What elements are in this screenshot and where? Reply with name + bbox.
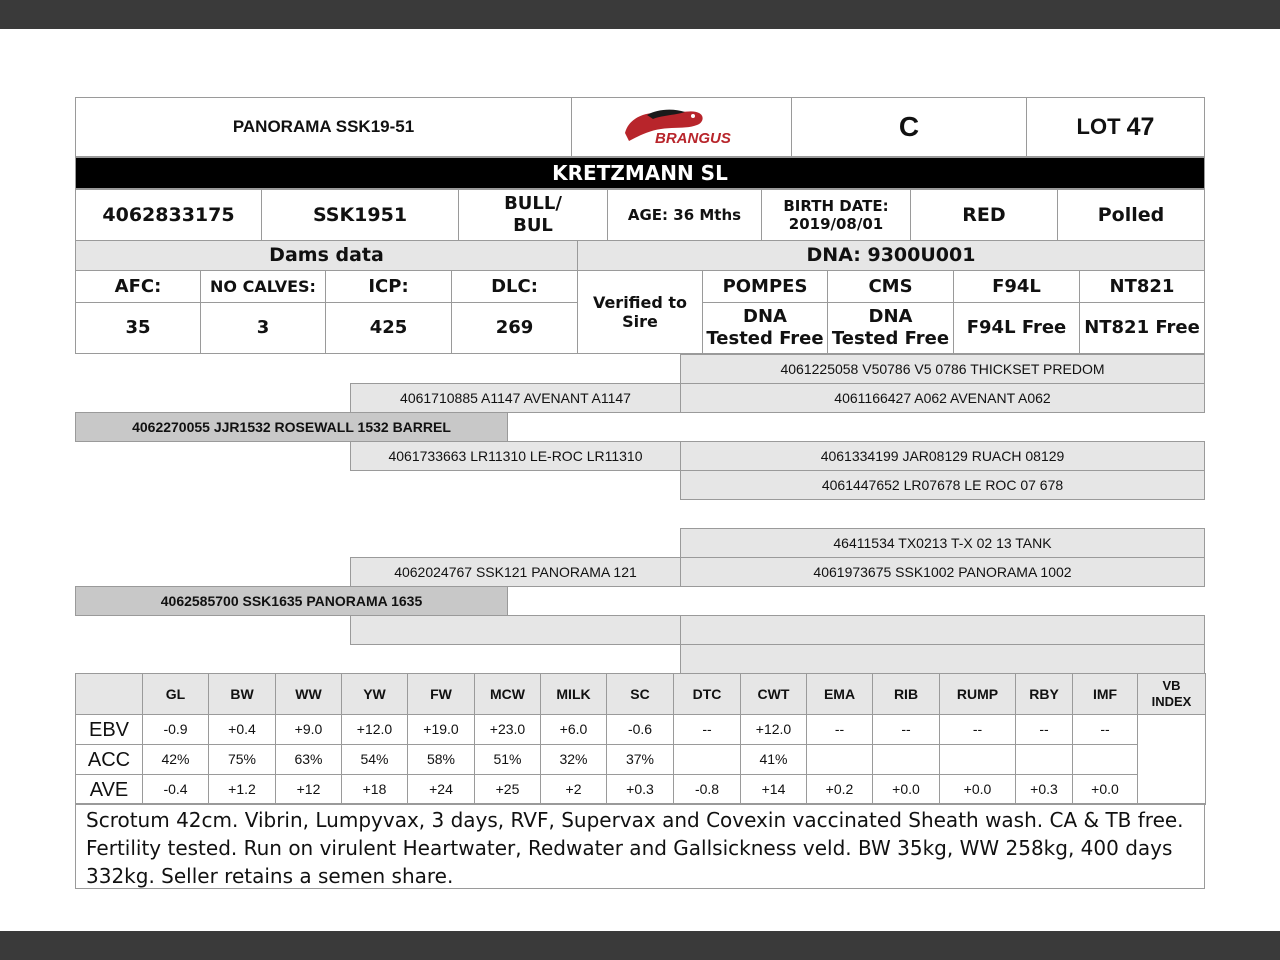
ebv-acc-rib xyxy=(872,744,940,775)
pompes-result xyxy=(702,302,828,354)
afc-value: 35 xyxy=(75,302,201,354)
birth-date-value: 2019/08/01 xyxy=(788,215,884,233)
pedigree-dam-sire: 4062024767 SSK121 PANORAMA 121 xyxy=(350,557,681,587)
ebv-ebv-rby: -- xyxy=(1015,714,1073,745)
pedigree-sire-sire-sire: 4061225058 V50786 V5 0786 THICKSET PREDOM xyxy=(680,354,1205,384)
pedigree-dam-sire-dam: 4061973675 SSK1002 PANORAMA 1002 xyxy=(680,557,1205,587)
nt821-header: NT821 xyxy=(1079,270,1205,303)
ebv-acc-dtc xyxy=(673,744,741,775)
ebv-ebv-ema: -- xyxy=(806,714,873,745)
ebv-header-sc: SC xyxy=(606,673,674,715)
ebv-acc-imf xyxy=(1072,744,1138,775)
ebv-header-rby: RBY xyxy=(1015,673,1073,715)
ebv-header-rib: RIB xyxy=(872,673,940,715)
horn-status: Polled xyxy=(1057,189,1205,241)
ebv-ave-rib: +0.0 xyxy=(872,774,940,805)
nt821-result: NT821 Free xyxy=(1079,302,1205,354)
lot-cell xyxy=(1026,97,1205,157)
ebv-ave-rump: +0.0 xyxy=(939,774,1016,805)
pedigree-sire-dam-dam: 4061447652 LR07678 LE ROC 07 678 xyxy=(680,470,1205,500)
ebv-ebv-cwt: +12.0 xyxy=(740,714,807,745)
ebv-header-gl: GL xyxy=(142,673,209,715)
svg-text:BRANGUS: BRANGUS xyxy=(654,130,731,147)
owner-name: KRETZMANN SL xyxy=(75,157,1205,189)
ebv-acc-milk: 32% xyxy=(540,744,607,775)
ebv-acc-cwt: 41% xyxy=(740,744,807,775)
sex-line1: BULL/ xyxy=(504,193,562,215)
pedigree-dam-dam-dam xyxy=(680,644,1205,674)
pedigree-sire-dam-sire: 4061334199 JAR08129 RUACH 08129 xyxy=(680,441,1205,471)
pedigree-sire-sire-dam: 4061166427 A062 AVENANT A062 xyxy=(680,383,1205,413)
pedigree-dam-sire-sire: 46411534 TX0213 T-X 02 13 TANK xyxy=(680,528,1205,558)
ebv-ebv-mcw: +23.0 xyxy=(474,714,541,745)
pompes-result-line2: Tested Free xyxy=(706,328,824,349)
ebv-acc-rby xyxy=(1015,744,1073,775)
ebv-ebv-yw: +12.0 xyxy=(341,714,408,745)
ebv-ebv-imf: -- xyxy=(1072,714,1138,745)
ebv-acc-bw: 75% xyxy=(208,744,276,775)
ebv-ave-imf: +0.0 xyxy=(1072,774,1138,805)
animal-name: PANORAMA SSK19-51 xyxy=(75,97,572,157)
ebv-header-dtc: DTC xyxy=(673,673,741,715)
f94l-result: F94L Free xyxy=(953,302,1080,354)
ebv-ebv-bw: +0.4 xyxy=(208,714,276,745)
ebv-header-fw: FW xyxy=(407,673,475,715)
pedigree-sire: 4062270055 JJR1532 ROSEWALL 1532 BARREL xyxy=(75,412,508,442)
vb-index-line2: INDEX xyxy=(1151,694,1192,709)
ebv-header-ww: WW xyxy=(275,673,342,715)
ebv-header-ema: EMA xyxy=(806,673,873,715)
ebv-ebv-ww: +9.0 xyxy=(275,714,342,745)
grade: C xyxy=(791,97,1027,157)
cms-result xyxy=(827,302,954,354)
vb-index-line1: VB xyxy=(1162,678,1181,694)
cms-result-line1: DNA xyxy=(868,306,913,328)
verified-line1: Verified to xyxy=(592,292,688,312)
ebv-ave-milk: +2 xyxy=(540,774,607,805)
ebv-header-milk: MILK xyxy=(540,673,607,715)
ebv-acc-ww: 63% xyxy=(275,744,342,775)
ebv-header-imf: IMF xyxy=(1072,673,1138,715)
ebv-acc-ema xyxy=(806,744,873,775)
animal-code: SSK1951 xyxy=(261,189,459,241)
ebv-ave-sc: +0.3 xyxy=(606,774,674,805)
ebv-ebv-fw: +19.0 xyxy=(407,714,475,745)
ebv-ave-fw: +24 xyxy=(407,774,475,805)
ebv-header-mcw: MCW xyxy=(474,673,541,715)
notes: Scrotum 42cm. Vibrin, Lumpyvax, 3 days, RVF, Supervax and Covexin vaccinated Sheath wash. CA & TB free. Fertility tested. Run on virulent Heartwater, Redwater and Gallsickness veld. BW 35kg, WW 258kg, 400 days 332kg. Seller retains a semen share. xyxy=(75,803,1205,889)
ebv-acc-rump xyxy=(939,744,1016,775)
lot-label: LOT xyxy=(1076,113,1121,139)
ebv-ave-ww: +12 xyxy=(275,774,342,805)
bottom-frame-bar xyxy=(0,931,1280,960)
ebv-ave-rby: +0.3 xyxy=(1015,774,1073,805)
ebv-ebv-rib: -- xyxy=(872,714,940,745)
birth-date-label: BIRTH DATE: xyxy=(783,197,889,215)
dams-data-title: Dams data xyxy=(75,240,578,271)
ebv-acc-mcw: 51% xyxy=(474,744,541,775)
sex xyxy=(458,189,608,241)
brangus-logo xyxy=(571,97,792,157)
ebv-header-vb-index xyxy=(1137,673,1206,715)
pedigree-dam: 4062585700 SSK1635 PANORAMA 1635 xyxy=(75,586,508,616)
ebv-row-label-ave: AVE xyxy=(75,774,143,805)
vb-index-value xyxy=(1137,714,1206,805)
ebv-acc-yw: 54% xyxy=(341,744,408,775)
no-calves-header: NO CALVES: xyxy=(200,270,326,303)
icp-value: 425 xyxy=(325,302,452,354)
dna-title: DNA: 9300U001 xyxy=(577,240,1205,271)
ebv-ebv-sc: -0.6 xyxy=(606,714,674,745)
ebv-corner-cell xyxy=(75,673,143,715)
afc-header: AFC: xyxy=(75,270,201,303)
icp-header: ICP: xyxy=(325,270,452,303)
ebv-ebv-rump: -- xyxy=(939,714,1016,745)
pedigree-sire-sire: 4061710885 A1147 AVENANT A1147 xyxy=(350,383,681,413)
pompes-result-line1: DNA xyxy=(743,306,787,328)
cms-header: CMS xyxy=(827,270,954,303)
ebv-acc-gl: 42% xyxy=(142,744,209,775)
ebv-ave-bw: +1.2 xyxy=(208,774,276,805)
ebv-ave-ema: +0.2 xyxy=(806,774,873,805)
verified-line2: Sire xyxy=(622,312,658,331)
verified-to-sire xyxy=(577,270,703,354)
pedigree-sire-dam: 4061733663 LR11310 LE-ROC LR11310 xyxy=(350,441,681,471)
pedigree-dam-dam-sire xyxy=(680,615,1205,645)
ebv-ebv-milk: +6.0 xyxy=(540,714,607,745)
ebv-header-rump: RUMP xyxy=(939,673,1016,715)
pompes-header: POMPES xyxy=(702,270,828,303)
dlc-header: DLC: xyxy=(451,270,578,303)
ebv-acc-fw: 58% xyxy=(407,744,475,775)
no-calves-value: 3 xyxy=(200,302,326,354)
top-frame-bar xyxy=(0,0,1280,29)
registration-number: 4062833175 xyxy=(75,189,262,241)
ebv-ebv-dtc: -- xyxy=(673,714,741,745)
sex-line2: BUL xyxy=(513,215,553,236)
ebv-header-yw: YW xyxy=(341,673,408,715)
ebv-header-bw: BW xyxy=(208,673,276,715)
ebv-ave-dtc: -0.8 xyxy=(673,774,741,805)
lot-number: 47 xyxy=(1126,113,1155,141)
ebv-ave-yw: +18 xyxy=(341,774,408,805)
ebv-row-label-ebv: EBV xyxy=(75,714,143,745)
ebv-ebv-gl: -0.9 xyxy=(142,714,209,745)
ebv-header-cwt: CWT xyxy=(740,673,807,715)
colour: RED xyxy=(910,189,1058,241)
cms-result-line2: Tested Free xyxy=(831,328,950,349)
ebv-acc-sc: 37% xyxy=(606,744,674,775)
bull-logo-icon xyxy=(607,103,757,151)
ebv-ave-gl: -0.4 xyxy=(142,774,209,805)
dlc-value: 269 xyxy=(451,302,578,354)
birth-date xyxy=(761,189,911,241)
age: AGE: 36 Mths xyxy=(607,189,762,241)
f94l-header: F94L xyxy=(953,270,1080,303)
ebv-ave-mcw: +25 xyxy=(474,774,541,805)
ebv-ave-cwt: +14 xyxy=(740,774,807,805)
ebv-row-label-acc: ACC xyxy=(75,744,143,775)
pedigree-dam-dam xyxy=(350,615,681,645)
